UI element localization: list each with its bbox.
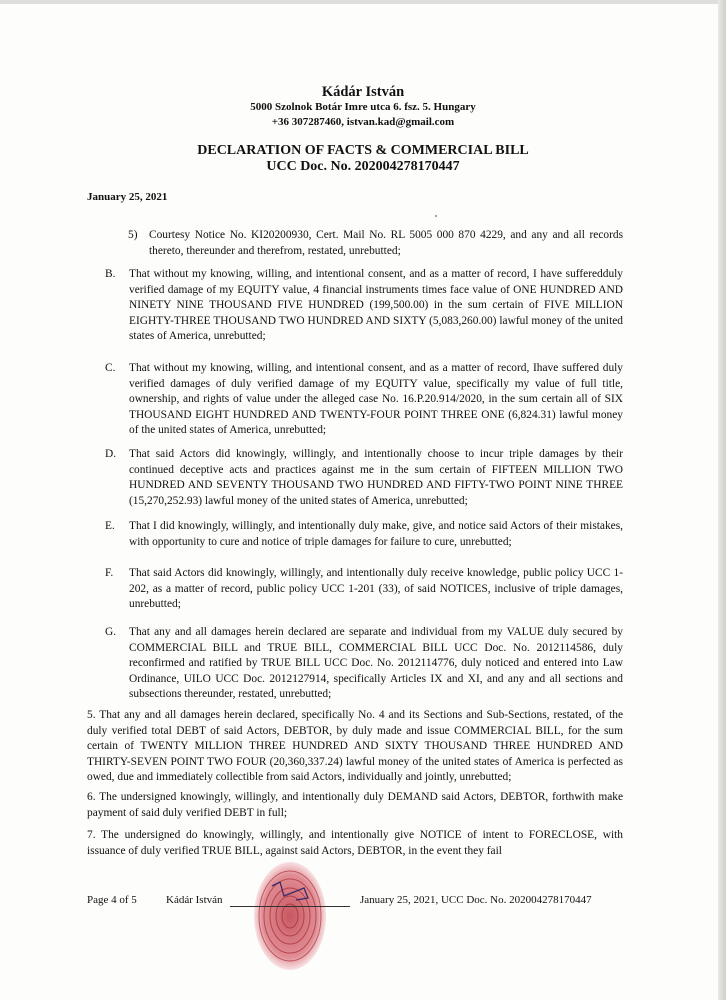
paragraph-label: E. [105, 520, 115, 532]
subitem-label: 5) [128, 229, 138, 241]
paragraph-label: G. [105, 626, 117, 638]
footer-doc-reference: January 25, 2021, UCC Doc. No. 202004278170447 [360, 894, 592, 906]
signature-line [230, 906, 350, 907]
document-title: DECLARATION OF FACTS & COMMERCIAL BILL [197, 143, 529, 158]
author-name: Kádár István [321, 84, 405, 100]
scan-top-edge [0, 0, 726, 4]
paragraph-b: That without my knowing, willing, and intentional consent, and as a matter of record, I have sufferedduly verified damage of my EQUITY value, 4 financial instruments times face value of ONE HUNDRED AND NINETY NINE THOUSAND FIVE HUNDRED (199,500.00) in the sum certain of FIVE MILLION EIGHTY-THREE THOUSAND TWO HUNDRED AND SIXTY (5,083,260.00) lawful money of the united states of America, unrebutted; [129, 268, 623, 343]
footer-page-number: Page 4 of 5 [87, 894, 137, 906]
subitem-text: Courtesy Notice No. KI20200930, Cert. Mail No. RL 5005 000 870 4229, and any and all records thereto, thereunder and therefrom, restated, unrebutted; [149, 229, 623, 257]
document-number: UCC Doc. No. 202004278170447 [266, 159, 460, 174]
paragraph-e: That I did knowingly, willingly, and intentionally duly make, give, and notice said Actors of their mistakes, with opportunity to cure and notice of triple damages for failure to cure, unrebutted; [129, 520, 623, 548]
scan-speck [435, 215, 437, 217]
paragraph-7: 7. The undersigned do knowingly, willingly, and intentionally give NOTICE of intent to FORECLOSE, with issuance of duly verified TRUE BILL, against said Actors, DEBTOR, in the event they fail [87, 829, 623, 857]
paragraph-c: That without my knowing, willing, and intentional consent, and as a matter of record, Ihave suffered duly verified damages of duly verified damage of my EQUITY value, specifically my value of full title, ownership, and rights of value under the alleged case No. 16.P.20.914/2020, in the sum certain all of SIX THOUSAND EIGHT HUNDRED AND TWENTY-FOUR POINT THREE ONE (6,824.31) lawful money of the united states of America, unrebutted; [129, 362, 623, 437]
paragraph-6: 6. The undersigned knowingly, willingly, and intentionally duly DEMAND said Actors, DEBTOR, forthwith make payment of said duly verified DEBT in full; [87, 791, 623, 819]
paragraph-d: That said Actors did knowingly, willingly, and intentionally choose to incur triple damages by their continued deceptive acts and practices against me in the sum certain of FIFTEEN MILLION TWO HUNDRED AND SEVENTY THOUSAND TWO HUNDRED AND FIFTY-TWO POINT NINE THREE (15,270,252.93) lawful money of the united states of America, unrebutted; [129, 448, 623, 507]
paragraph-f: That said Actors did knowingly, willingly, and intentionally duly receive knowledge, public policy UCC 1-202, as a matter of record, public policy UCC 1-201 (33), of said NOTICES, inclusive of triple damages, unrebutted; [129, 567, 623, 611]
paragraph-label: F. [105, 567, 114, 579]
paragraph-label: D. [105, 448, 117, 460]
paragraph-5: 5. That any and all damages herein declared, specifically No. 4 and its Sections and Sub-Sections, restated, of the duly verified total DEBT of said Actors, DEBTOR, by duly made and issue COMMERCIAL BILL, for the sum certain of TWENTY MILLION THREE HUNDRED AND SIXTY THOUSAND THREE HUNDRED AND THIRTY-SEVEN POINT TWO FOUR (20,360,337.24) lawful money of the united states of America is perfected as owed, due and immediately collectible from said Actors, individually and jointly, unrebutted; [87, 709, 623, 784]
paragraph-label: B. [105, 268, 116, 280]
footer-signer-name: Kádár István [166, 894, 223, 906]
author-address: 5000 Szolnok Botár Imre utca 6. fsz. 5. Hungary [250, 101, 476, 113]
thumbprint-signature [250, 858, 330, 973]
paragraph-label: C. [105, 362, 116, 374]
document-date: January 25, 2021 [87, 191, 168, 203]
author-contact: +36 307287460, istvan.kad@gmail.com [271, 116, 455, 128]
paragraph-g: That any and all damages herein declared are separate and individual from my VALUE duly secured by COMMERCIAL BILL and TRUE BILL, COMMERCIAL BILL UCC Doc. No. 2012114586, duly reconfirmed and ratified by TRUE BILL UCC Doc. No. 2012114776, duly noticed and entered into Law Ordinance, UILO UCC Doc. 2012127914, specifically Articles IX and XI, and any and all sections and subsections thereunder, restated, unrebutted; [129, 626, 623, 701]
